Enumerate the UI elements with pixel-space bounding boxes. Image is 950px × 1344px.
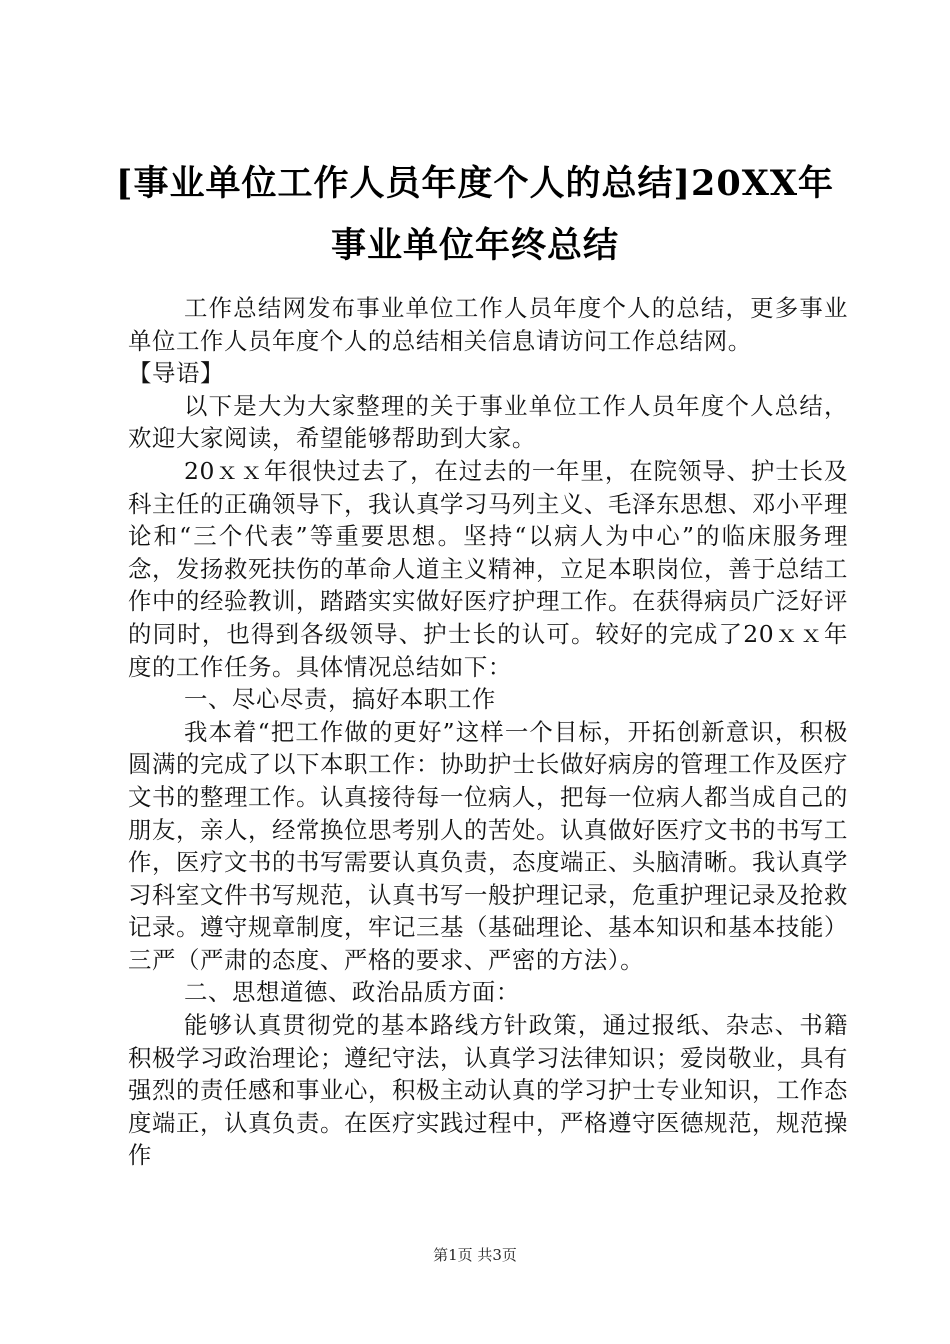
section-paragraph-1: 我本着“把工作做的更好”这样一个目标，开拓创新意识，积极圆满的完成了以下本职工作：协助护士长做好病房的管理工作及医疗文书的整理工作。认真接待每一位病人，把每一位病人都当成自己的朋友，亲人，经常换位思考别人的苦处。认真做好医疗文书的书写工作，医疗文书的书写需要认真负责，态度端正、头脑清晰。我认真学习科室文件书写规范，认真书写一般护理记录，危重护理记录及抢救记录。遵守规章制度，牢记三基（基础理论、基本知识和基本技能）三严（严肃的态度、严格的要求、严密的方法）。 <box>128 717 848 974</box>
section-heading-2: 二、思想道德、政治品质方面： <box>184 978 520 1007</box>
intro-paragraph: 工作总结网发布事业单位工作人员年度个人的总结，更多事业单位工作人员年度个人的总结相关信息请访问工作总结网。 <box>128 294 848 355</box>
document-body <box>128 292 848 1172</box>
document-title-line2: 事业单位年终总结 <box>330 225 619 266</box>
page-number-footer: 第1页 共3页 <box>433 1246 517 1264</box>
document-title-line1: [事业单位工作人员年度个人的总结]20XX年 <box>115 163 835 204</box>
section-heading-1: 一、尽心尽责，搞好本职工作 <box>184 685 496 714</box>
guide-heading: 【导语】 <box>128 359 224 388</box>
section-paragraph-2: 能够认真贯彻党的基本路线方针政策，通过报纸、杂志、书籍积极学习政治理论；遵纪守法，认真学习法律知识；爱岗敬业，具有强烈的责任感和事业心，积极主动认真的学习护士专业知识，工作态度端正，认真负责。在医疗实践过程中，严格遵守医德规范，规范操作 <box>128 1011 848 1170</box>
overview-paragraph: 20ｘｘ年很快过去了，在过去的一年里，在院领导、护士长及科主任的正确领导下，我认真学习马列主义、毛泽东思想、邓小平理论和“三个代表”等重要思想。坚持“以病人为中心”的临床服务理念，发扬救死扶伤的革命人道主义精神，立足本职岗位，善于总结工作中的经验教训，踏踏实实做好医疗护理工作。在获得病员广泛好评的同时，也得到各级领导、护士长的认可。较好的完成了20ｘｘ年度的工作任务。具体情况总结如下： <box>128 456 848 681</box>
guide-paragraph: 以下是大为大家整理的关于事业单位工作人员年度个人总结，欢迎大家阅读，希望能够帮助到大家。 <box>128 391 848 453</box>
